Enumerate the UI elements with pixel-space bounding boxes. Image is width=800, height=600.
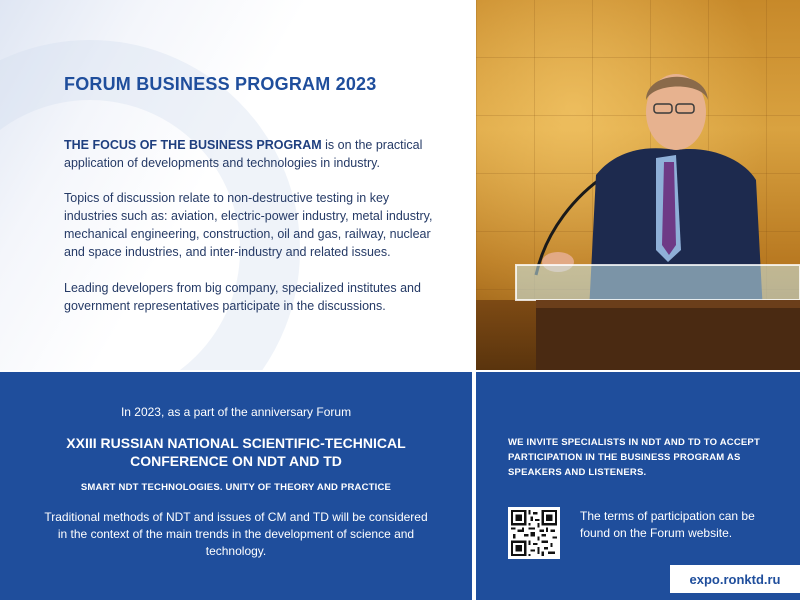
- lectern-base: [536, 300, 800, 370]
- speaker-tie: [662, 162, 676, 255]
- conference-panel: [0, 372, 472, 600]
- conference-description: Traditional methods of NDT and issues of CM and TD will be considered in the context of the main trends in the development of science and technology.: [44, 510, 428, 558]
- participants-paragraph: Leading developers from big company, specialized institutes and government representatives participate in the discussions.: [64, 281, 421, 313]
- lectern-glass: [516, 265, 800, 300]
- page-title: FORUM BUSINESS PROGRAM 2023: [64, 74, 377, 94]
- terms-text: The terms of participation can be found on the Forum website.: [580, 509, 755, 540]
- focus-text: is on the practical application of developments and technologies in industry.: [64, 138, 423, 170]
- qr-code-icon[interactable]: [508, 507, 560, 559]
- conference-intro: In 2023, as a part of the anniversary Forum: [120, 405, 352, 419]
- conference-heading: XXIII RUSSIAN NATIONAL SCIENTIFIC-TECHNICAL CONFERENCE ON NDT AND TD: [66, 435, 406, 469]
- program-intro-panel: [0, 0, 474, 370]
- speaker-illustration: [476, 0, 800, 370]
- invite-text: WE INVITE SPECIALISTS IN NDT AND TD TO ACCEPT PARTICIPATION IN THE BUSINESS PROGRAM AS SPEAKERS AND LISTENERS.: [508, 437, 760, 478]
- invite-panel: [476, 372, 800, 600]
- website-link[interactable]: expo.ronktd.ru: [670, 565, 800, 593]
- focus-bold-text: THE FOCUS OF THE BUSINESS PROGRAM: [64, 138, 322, 152]
- conference-subheading: SMART NDT TECHNOLOGIES. UNITY OF THEORY AND PRACTICE: [80, 482, 392, 493]
- speaker-photo: [476, 0, 800, 370]
- topics-paragraph: Topics of discussion relate to non-destructive testing in key industries such as: aviation, electric-power industry, metal industry, mechanical engineering, construction, oil and gas, railway, nuclear and space industries, and inter-industry and related issues.: [64, 191, 433, 259]
- focus-paragraph: [64, 136, 444, 172]
